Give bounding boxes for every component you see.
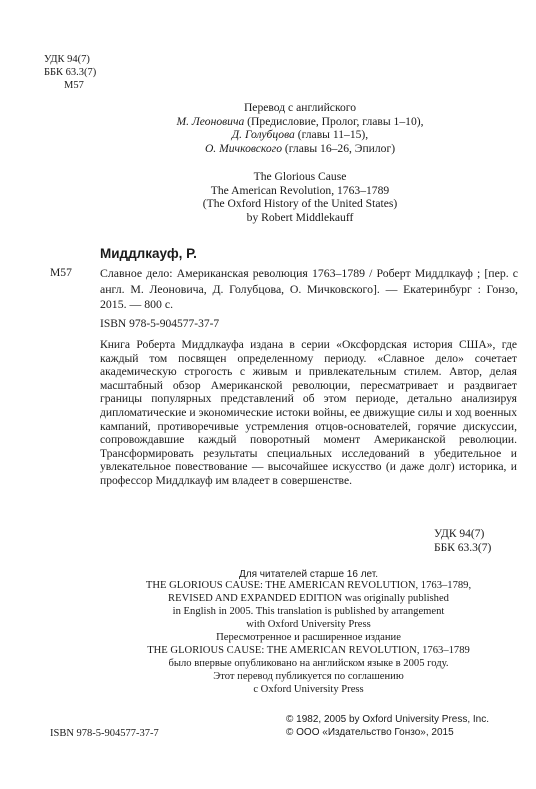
bbk-code: ББК 63.3(7) [434,541,492,554]
translation-credits [120,101,480,155]
udk-code: УДК 94(7) [44,54,90,65]
classification-bottom [434,528,491,556]
udk-code: УДК 94(7) [434,528,485,540]
russian-notice-line: THE GLORIOUS CAUSE: THE AMERICAN REVOLUTION, 1763–1789 [147,645,470,657]
bbk-code: ББК 63.3(7) [44,67,97,78]
footer-isbn: ISBN 978-5-904577-37-7 [50,728,159,739]
classification-block [44,53,96,92]
english-notice-line: in English in 2005. This translation is published by arrangement [172,606,445,618]
author-mark: М57 [64,80,84,91]
translator-line: Д. Голубцова (главы 11–15), [231,128,369,142]
translation-title: Перевод с английского [243,101,357,114]
original-title-block [140,170,460,224]
russian-notice-line: было впервые опубликовано на английском языке в 2005 году. [168,658,449,670]
english-notice-line: THE GLORIOUS CAUSE: THE AMERICAN REVOLUTION, 1763–1789, [145,580,472,591]
english-notice-line: with Oxford University Press [246,619,371,631]
russian-notice-line: Пересмотренное и расширенное издание [216,632,401,643]
russian-notice-line: Этот перевод публикуется по соглашению [213,671,404,683]
bibliographic-code: М57 [50,266,72,279]
author-heading: Миддлкауф, Р. [100,246,197,261]
original-title-line: The American Revolution, 1763–1789 [210,183,390,197]
russian-notice [100,631,517,696]
original-title-line: (The Oxford History of the United States) [202,197,398,211]
translator-line: О. Мичковского (главы 16–26, Эпилог) [204,141,396,155]
original-title-line: by Robert Middlekauff [246,210,354,224]
copyright-line: © ООО «Издательство Гонзо», 2015 [286,726,454,738]
original-title-line: The Glorious Cause [253,170,347,183]
russian-notice-line: с Oxford University Press [253,684,364,696]
copyright-block [286,714,489,740]
english-notice-line: REVISED AND EXPANDED EDITION was originally published [168,593,449,605]
translator-line: М. Леоновича (Предисловие, Пролог, главы 1–10), [176,114,424,128]
isbn: ISBN 978-5-904577-37-7 [100,318,220,330]
english-notice [100,579,517,631]
copyright-line: © 1982, 2005 by Oxford University Press, Inc. [286,714,490,725]
book-abstract: Книга Роберта Миддлкауфа издана в серии «Оксфордская история США», где каждый том посвящен определенному периоду. «Славное дело» сочетает академическую строгость с живым и привлекательным стилем. Автор, делая масштабный обзор Американской революции, пересматривает и раздвигает границы популярных представлений об этом периоде, детально анализируя дипломатические и экономические истоки войны, ее движущие силы и ход военных кампаний, противоречивые устремления отцов-основателей, горячие дискуссии, сопровождавшие каждый поворотный момент Американской революции. Трансформировать результаты специальных исследований в убедительное и увлекательное повествование — высочайшее искусство (и даже долг) историка, и профессор Миддлкауф им владеет в совершенстве. [100,338,517,487]
age-notice: Для читателей старше 16 лет. [238,569,379,580]
bibliographic-record: Славное дело: Американская революция 1763–1789 / Роберт Миддлкауф ; [пер. с англ. М. Леоновича, Д. Голубцова, О. Мичковского]. — Екатеринбург : Гонзо, 2015. — 800 с. [100,266,518,312]
